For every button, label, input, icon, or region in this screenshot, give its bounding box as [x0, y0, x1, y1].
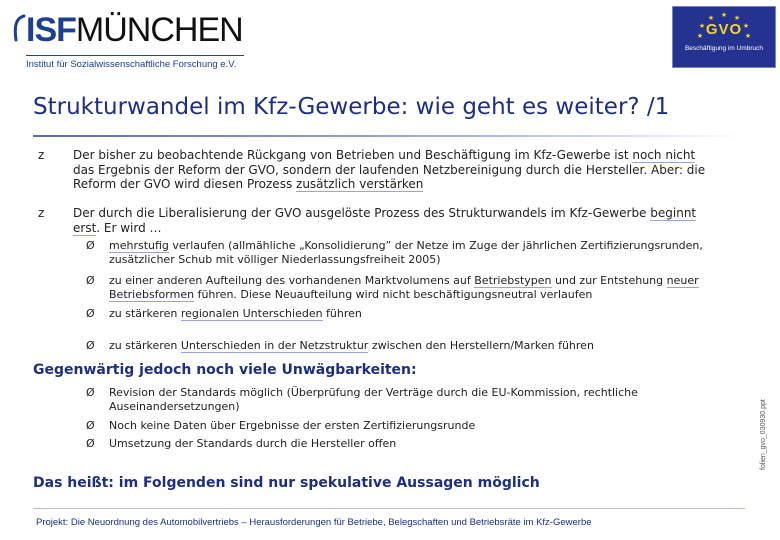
sub-item-3: [109, 307, 729, 321]
sub-item-2-emph-a: Betriebstypen: [474, 274, 552, 287]
sub-item-3-emph-a: regionalen Unterschieden: [180, 307, 323, 320]
sub-item-4-text-a: zu stärkeren: [109, 339, 181, 352]
svg-text:★: ★: [744, 32, 752, 40]
gvo-label: GVO: [705, 21, 743, 38]
bullet-marker: z: [38, 148, 45, 162]
uncertainty-item-1: Revision der Standards möglich (Überprüfung der Verträge durch die EU-Kommission, rechtliche Auseinandersetzungen): [109, 386, 638, 413]
sub-item-1-emph-a: mehrstufig: [109, 239, 169, 252]
file-identifier: folien_gvo_030930.ppt: [760, 399, 767, 470]
svg-text:★: ★: [698, 22, 706, 30]
sub-item-2-text-b: und zur Entstehung: [551, 274, 667, 287]
sub-arrow-icon: Ø: [86, 437, 95, 450]
sub-arrow-icon: Ø: [86, 239, 95, 252]
svg-text:★: ★: [720, 11, 728, 19]
bullet-1-emph-b: zusätzlich verstärken: [296, 177, 424, 191]
gvo-subtitle: Beschäftigung im Umbruch: [684, 45, 764, 52]
svg-text:★: ★: [696, 32, 704, 40]
logo-wordmark: [12, 8, 243, 52]
isf-muenchen-logo: [12, 8, 252, 70]
sub-item-2-text-a: zu einer anderen Aufteilung des vorhandenen Marktvolumens auf: [109, 274, 475, 287]
logo-underline: [26, 55, 244, 56]
bullet-1-emph-a: noch nicht: [632, 148, 696, 162]
sub-item-2: [109, 274, 729, 301]
bullet-2: [73, 206, 713, 235]
bullet-2-text-b: . Er wird …: [96, 220, 162, 235]
sub-arrow-icon: Ø: [86, 274, 95, 287]
sub-item-1-text-b: verlaufen (allmähliche „Konsolidierung” der Netze im Zuge der jährlichen Zertifizierungsrunden, zusätzlicher Schub mit völliger Niederlassungsfreiheit 2005): [109, 239, 703, 266]
sub-item-4-text-b: zwischen den Herstellern/Marken führen: [368, 339, 594, 352]
svg-text:★: ★: [733, 14, 741, 22]
svg-text:★: ★: [742, 22, 750, 30]
uncertainty-item-3: Umsetzung der Standards durch die Hersteller offen: [109, 437, 397, 450]
logo-isf-text: ISF: [26, 11, 76, 49]
page-title: Strukturwandel im Kfz-Gewerbe: wie geht es weiter? /1: [33, 94, 670, 120]
sub-arrow-icon: Ø: [86, 307, 95, 320]
bullet-marker: z: [38, 206, 45, 220]
bullet-2-text-a: Der durch die Liberalisierung der GVO ausgelöste Prozess des Strukturwandels im Kfz-Gewerbe: [73, 206, 651, 220]
footer-project-text: Projekt: Die Neuordnung des Automobilvertriebs – Herausforderungen für Betriebe, Belegschaften und Betriebsräte im Kfz-Gewerbe: [36, 517, 592, 528]
section-heading-uncertainties: Gegenwärtig jedoch noch viele Unwägbarkeiten:: [33, 362, 417, 378]
logo-city-text: MÜNCHEN: [75, 11, 243, 49]
sub-item-3-text-b: führen: [322, 307, 362, 320]
conclusion-text: Das heißt: im Folgenden sind nur spekulative Aussagen möglich: [33, 475, 540, 491]
svg-text:★: ★: [707, 14, 715, 22]
uncertainty-item-2: Noch keine Daten über Ergebnisse der ersten Zertifizierungsrunde: [109, 419, 476, 432]
gvo-badge: [672, 6, 776, 68]
sub-arrow-icon: Ø: [86, 419, 95, 432]
bullet-1-text-b: das Ergebnis der Reform der GVO, sondern der laufenden Netzbereinigung durch die Hersteller. Aber: die Reform der GVO wird diesen Prozess: [73, 162, 706, 191]
logo-institute-name: Institut für Sozialwissenschaftliche Forschung e.V.: [26, 59, 237, 70]
sub-item-2-emph-b: neuer Betriebsformen: [109, 274, 699, 301]
sub-arrow-icon: Ø: [86, 339, 95, 352]
sub-item-4-emph-a: Unterschieden in der Netzstruktur: [180, 339, 369, 352]
sub-item-3-text-a: zu stärkeren: [109, 307, 181, 320]
sub-item-4: [109, 339, 729, 353]
title-divider: [33, 135, 745, 137]
bullet-1-text-a: Der bisher zu beobachtende Rückgang von Betrieben und Beschäftigung im Kfz-Gewerbe ist: [73, 148, 633, 162]
bullet-1: [73, 148, 713, 192]
footer-divider: [33, 508, 745, 509]
sub-arrow-icon: Ø: [86, 386, 95, 399]
sub-item-1: [109, 239, 729, 266]
sub-item-2-text-c: führen. Diese Neuaufteilung wird nicht beschäftigungsneutral verlaufen: [194, 287, 593, 301]
bullet-2-emph-a: beginnt erst: [73, 206, 697, 235]
